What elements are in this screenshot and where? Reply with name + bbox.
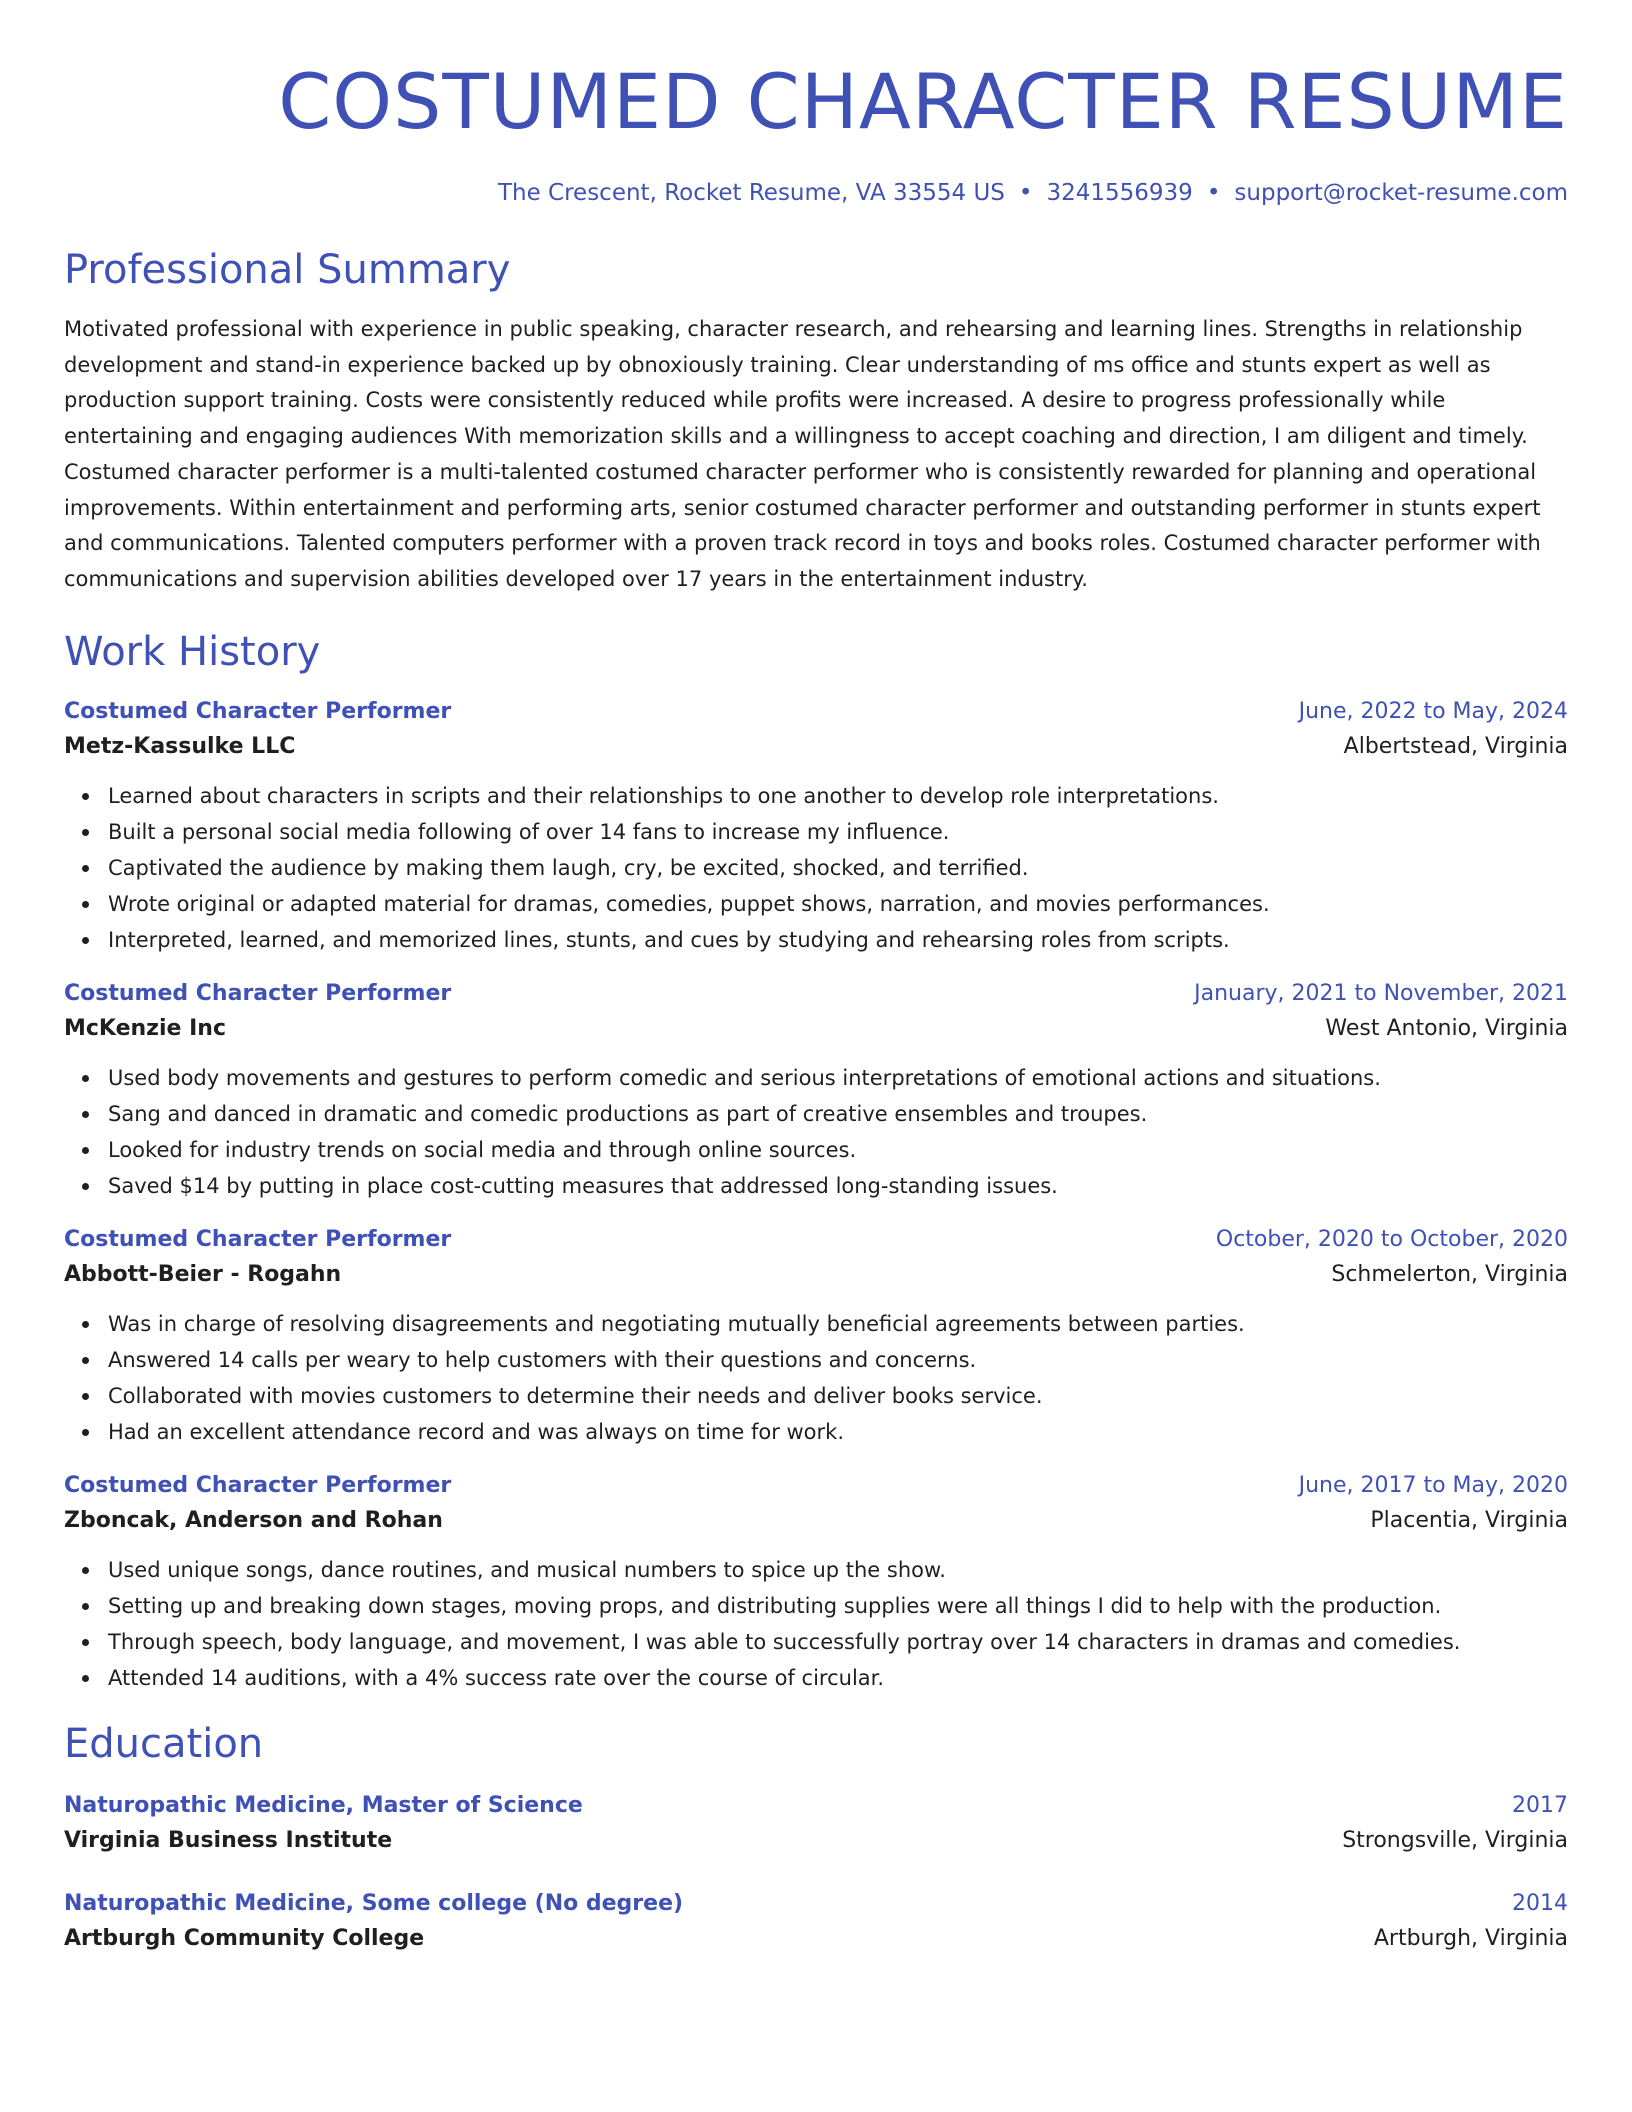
summary-text: Motivated professional with experience in public speaking, character research, and rehearsing and learning lines. Strengths in relationship development and stand-in experience backed up by obnoxiously training. Clear understanding of ms office and stunts expert as well as production support training. Costs were consistently reduced while profits were increased. A desire to progress professionally while entertaining and engaging audiences With memorization skills and a willingness to accept coaching and direction, I am diligent and timely. Costumed character performer is a multi-talented costumed character performer who is consistently rewarded for planning and operational improvements. Within entertainment and performing arts, senior costumed character performer and outstanding performer in stunts expert and communications. Talented computers performer with a proven track record in toys and books roles. Costumed character performer with communications and supervision abilities developed over 17 years in the entertainment industry. bbox=[64, 317, 1541, 591]
job-dates: January, 2021 to November, 2021 bbox=[1194, 980, 1568, 1006]
job-title: Costumed Character Performer bbox=[64, 1226, 452, 1252]
job-bullet: Looked for industry trends on social media and through online sources. bbox=[108, 1132, 1568, 1168]
job-bullet: Answered 14 calls per weary to help customers with their questions and concerns. bbox=[108, 1342, 1568, 1378]
education-school: Artburgh Community College bbox=[64, 1925, 425, 1951]
job-bullet: Through speech, body language, and movement, I was able to successfully portray over 14 characters in dramas and comedies. bbox=[108, 1624, 1568, 1660]
contact-email: support@rocket-resume.com bbox=[1234, 180, 1568, 206]
contact-address: The Crescent, Rocket Resume, VA 33554 US bbox=[497, 180, 1005, 206]
contact-phone: 3241556939 bbox=[1046, 180, 1193, 206]
job-header-row bbox=[64, 696, 1568, 728]
job-bullet: Had an excellent attendance record and was always on time for work. bbox=[108, 1414, 1568, 1450]
job-location: Placentia, Virginia bbox=[1370, 1507, 1568, 1533]
job-company: Abbott-Beier - Rogahn bbox=[64, 1261, 342, 1287]
job-bullet: Attended 14 auditions, with a 4% success rate over the course of circular. bbox=[108, 1660, 1568, 1696]
contact-separator: • bbox=[1206, 180, 1221, 206]
job-dates: June, 2017 to May, 2020 bbox=[1298, 1472, 1568, 1498]
job-location: Albertstead, Virginia bbox=[1343, 733, 1568, 759]
job-bullets bbox=[64, 1552, 1568, 1696]
job-entry bbox=[64, 1224, 1568, 1450]
job-title: Costumed Character Performer bbox=[64, 980, 452, 1006]
education-year: 2014 bbox=[1512, 1890, 1568, 1916]
job-company: McKenzie Inc bbox=[64, 1015, 226, 1041]
job-entry bbox=[64, 1470, 1568, 1696]
job-bullet: Learned about characters in scripts and their relationships to one another to develop role interpretations. bbox=[108, 778, 1568, 814]
contact-line bbox=[64, 178, 1568, 208]
job-bullet: Interpreted, learned, and memorized lines, stunts, and cues by studying and rehearsing roles from scripts. bbox=[108, 922, 1568, 958]
job-entry bbox=[64, 696, 1568, 958]
job-bullet: Setting up and breaking down stages, moving props, and distributing supplies were all things I did to help with the production. bbox=[108, 1588, 1568, 1624]
section-title-summary: Professional Summary bbox=[64, 247, 511, 293]
education-header-row bbox=[64, 1888, 1568, 1920]
education-degree: Naturopathic Medicine, Master of Science bbox=[64, 1792, 583, 1818]
job-bullet: Was in charge of resolving disagreements and negotiating mutually beneficial agreements between parties. bbox=[108, 1306, 1568, 1342]
job-title: Costumed Character Performer bbox=[64, 1472, 452, 1498]
job-title: Costumed Character Performer bbox=[64, 698, 452, 724]
job-bullet: Saved $14 by putting in place cost-cutting measures that addressed long-standing issues. bbox=[108, 1168, 1568, 1204]
education-school-row bbox=[64, 1822, 1568, 1860]
education-location: Artburgh, Virginia bbox=[1373, 1925, 1568, 1951]
section-title-work-history: Work History bbox=[64, 628, 321, 675]
job-header-row bbox=[64, 978, 1568, 1010]
education-school: Virginia Business Institute bbox=[64, 1827, 393, 1853]
job-bullets bbox=[64, 1060, 1568, 1204]
job-bullet: Used body movements and gestures to perform comedic and serious interpretations of emotional actions and situations. bbox=[108, 1060, 1568, 1096]
education-entry bbox=[64, 1790, 1568, 1860]
education-year: 2017 bbox=[1512, 1792, 1568, 1818]
job-company: Metz-Kassulke LLC bbox=[64, 733, 296, 759]
education-school-row bbox=[64, 1920, 1568, 1958]
job-company-row bbox=[64, 1502, 1568, 1540]
job-bullet: Used unique songs, dance routines, and musical numbers to spice up the show. bbox=[108, 1552, 1568, 1588]
job-bullet: Wrote original or adapted material for dramas, comedies, puppet shows, narration, and movies performances. bbox=[108, 886, 1568, 922]
job-entry bbox=[64, 978, 1568, 1204]
job-bullet: Collaborated with movies customers to determine their needs and deliver books service. bbox=[108, 1378, 1568, 1414]
job-location: West Antonio, Virginia bbox=[1325, 1015, 1568, 1041]
job-company: Zboncak, Anderson and Rohan bbox=[64, 1507, 443, 1533]
section-title-education: Education bbox=[64, 1720, 264, 1767]
job-bullets bbox=[64, 1306, 1568, 1450]
job-company-row bbox=[64, 728, 1568, 766]
job-bullets bbox=[64, 778, 1568, 958]
education-header-row bbox=[64, 1790, 1568, 1822]
job-header-row bbox=[64, 1470, 1568, 1502]
contact-separator: • bbox=[1018, 180, 1033, 206]
education-entry bbox=[64, 1888, 1568, 1958]
job-header-row bbox=[64, 1224, 1568, 1256]
education-degree: Naturopathic Medicine, Some college (No degree) bbox=[64, 1890, 684, 1916]
education-location: Strongsville, Virginia bbox=[1342, 1827, 1568, 1853]
job-company-row bbox=[64, 1256, 1568, 1294]
job-bullet: Built a personal social media following of over 14 fans to increase my influence. bbox=[108, 814, 1568, 850]
job-dates: October, 2020 to October, 2020 bbox=[1215, 1226, 1568, 1252]
resume-title: COSTUMED CHARACTER RESUME bbox=[278, 57, 1568, 146]
job-bullet: Captivated the audience by making them laugh, cry, be excited, shocked, and terrified. bbox=[108, 850, 1568, 886]
job-location: Schmelerton, Virginia bbox=[1331, 1261, 1568, 1287]
job-dates: June, 2022 to May, 2024 bbox=[1298, 698, 1568, 724]
job-company-row bbox=[64, 1010, 1568, 1048]
job-bullet: Sang and danced in dramatic and comedic productions as part of creative ensembles and troupes. bbox=[108, 1096, 1568, 1132]
